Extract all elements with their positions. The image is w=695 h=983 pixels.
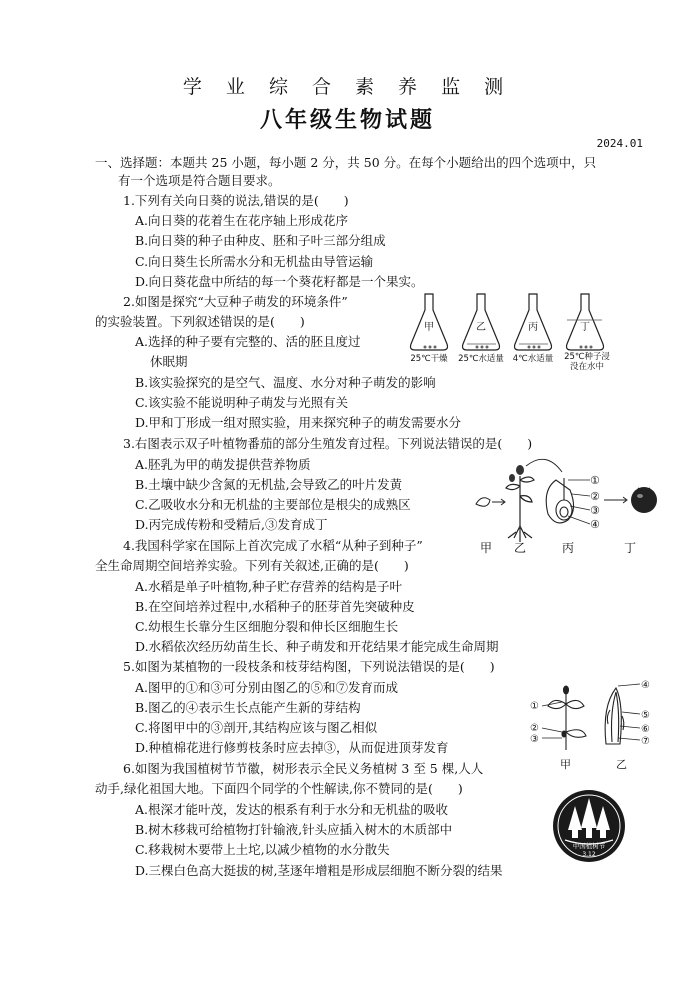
question-stem-cont: 动手,绿化祖国大地。下面四个同学的个性解读,你不赞同的是( ) <box>95 781 463 796</box>
option-c: C.移栽树木要带上土坨,以减少植物的水分散失 <box>135 842 390 857</box>
option-c: C.乙吸收水分和无机盐的主要部位是根尖的成熟区 <box>135 497 411 512</box>
branch-icon <box>548 686 586 750</box>
tomato-figure <box>468 456 668 560</box>
question-stem: 6.如图为我国植树节节徽，树形表示全民义务植树 3 至 5 棵,人人 <box>123 761 484 776</box>
marker: ⑥ <box>641 724 650 735</box>
question-stem: 5.如图为某植物的一段枝条和枝芽结构图，下列说法错误的是( ) <box>123 659 495 674</box>
option-a: A.选择的种子要有完整的、活的胚且度过 <box>135 334 361 349</box>
plant-icon <box>506 476 534 542</box>
branch-figure <box>528 676 656 772</box>
exam-subtitle: 八年级生物试题 <box>259 108 435 133</box>
flask-caption: 25℃干燥 <box>410 354 448 364</box>
emblem-text: 中国植树节 <box>572 842 606 850</box>
question-stem: 3.右图表示双子叶植物番茄的部分生殖发育过程。下列说法错误的是( ) <box>123 436 533 451</box>
flask-label: 乙 <box>476 322 486 333</box>
marker: ② <box>590 490 600 503</box>
section-label: 一、选择题： <box>95 155 171 170</box>
question-stem-cont: 全生命周期空间培养实验。下列有关叙述,正确的是( ) <box>95 558 409 573</box>
flask-caption: 25℃水适量 <box>458 354 504 364</box>
option-b: B.树木移栽可给植物打针输液,针头应插入树木的木质部中 <box>135 822 453 837</box>
figure-label: 乙 <box>514 541 527 555</box>
option-c: C.幼根生长靠分生区细胞分裂和伸长区细胞生长 <box>135 619 399 634</box>
option-a: A.胚乳为甲的萌发提供营养物质 <box>135 457 311 472</box>
option-d: D.种植棉花进行修剪枝条时应去掉③，从而促进顶芽发育 <box>135 740 449 755</box>
marker: ③ <box>530 734 539 745</box>
marker: ③ <box>590 504 600 517</box>
flask-label: 甲 <box>424 322 434 333</box>
option-c: C.将图甲中的③剖开,其结构应该与图乙相似 <box>135 720 378 735</box>
marker: ④ <box>641 680 650 691</box>
section-intro-line1: 一、选择题：本题共 25 小题，每小题 2 分，共 50 分。在每个小题给出的四个选项中，只 <box>95 155 597 170</box>
option-b: B.土壤中缺少含氮的无机盐,会导致乙的叶片发黄 <box>135 477 403 492</box>
figure-label: 丁 <box>624 541 637 555</box>
figure-label: 甲 <box>480 541 493 555</box>
option-b: B.图乙的④表示生长点能产生新的芽结构 <box>135 700 361 715</box>
option-a: A.水稻是单子叶植物,种子贮存营养的结构是子叶 <box>135 579 402 594</box>
marker: ① <box>530 701 539 712</box>
flask-caption: 25℃种子浸 <box>564 352 610 362</box>
figure-label: 乙 <box>616 758 627 771</box>
option-c: C.该实验不能说明种子萌发与光照有关 <box>135 395 349 410</box>
figure-label: 丙 <box>562 541 575 555</box>
option-d: D.向日葵花盘中所结的每一个葵花籽都是一个果实。 <box>135 274 424 289</box>
marker: ① <box>590 474 600 487</box>
option-d: D.甲和丁形成一组对照实验，用来探究种子的萌发需要水分 <box>135 415 462 430</box>
option-d: D.丙完成传粉和受精后,③发育成丁 <box>135 517 328 532</box>
marker: ④ <box>590 518 600 531</box>
flask-caption: 没在水中 <box>569 362 605 370</box>
option-a: A.图甲的①和③可分别由图乙的⑤和⑦发育而成 <box>135 680 399 695</box>
marker: ② <box>530 723 539 734</box>
option-d: D.水稻依次经历幼苗生长、种子萌发和开花结果才能完成生命周期 <box>135 639 499 654</box>
flask-caption: 4℃水适量 <box>512 354 554 364</box>
option-a: A.根深才能叶茂，发达的根系有利于水分和无机盐的吸收 <box>135 802 449 817</box>
question-stem: 4.我国科学家在国际上首次完成了水稻“从种子到种子” <box>123 538 423 553</box>
option-b: B.在空间培养过程中,水稻种子的胚芽首先突破种皮 <box>135 599 415 614</box>
tomato-icon <box>631 487 657 513</box>
seed-icon <box>476 498 505 507</box>
bud-section-icon <box>605 688 624 744</box>
exam-date: 2024.01 <box>596 137 643 150</box>
option-c: C.向日葵生长所需水分和无机盐由导管运输 <box>135 254 374 269</box>
marker: ⑤ <box>641 710 650 721</box>
question-stem-cont: 的实验装置。下列叙述错误的是( ) <box>95 314 305 329</box>
flask-figure <box>405 290 615 370</box>
option-b: B.向日葵的种子由种皮、胚和子叶三部分组成 <box>135 233 386 248</box>
question-stem: 1.下列有关向日葵的说法,错误的是( ) <box>123 193 349 208</box>
emblem-date: 3.12 <box>582 851 596 858</box>
figure-label: 甲 <box>560 758 571 771</box>
option-a: A.向日葵的花着生在花序轴上形成花序 <box>135 213 349 228</box>
tree-day-emblem <box>551 788 627 864</box>
option-b: B.该实验探究的是空气、温度、水分对种子萌发的影响 <box>135 375 436 390</box>
question-stem: 2.如图是探究“大豆种子萌发的环境条件” <box>123 294 348 309</box>
marker: ⑦ <box>641 736 650 747</box>
exam-title: 学 业 综 合 素 养 监 测 <box>182 76 513 98</box>
flask-label: 丁 <box>580 322 590 333</box>
option-d: D.三棵白色高大挺拔的树,茎逐年增粗是形成层细胞不断分裂的结果 <box>135 863 503 878</box>
option-a-cont: 休眠期 <box>150 354 188 369</box>
section-intro-line2: 有一个选项是符合题目要求。 <box>118 173 281 188</box>
flask-label: 丙 <box>528 322 538 333</box>
